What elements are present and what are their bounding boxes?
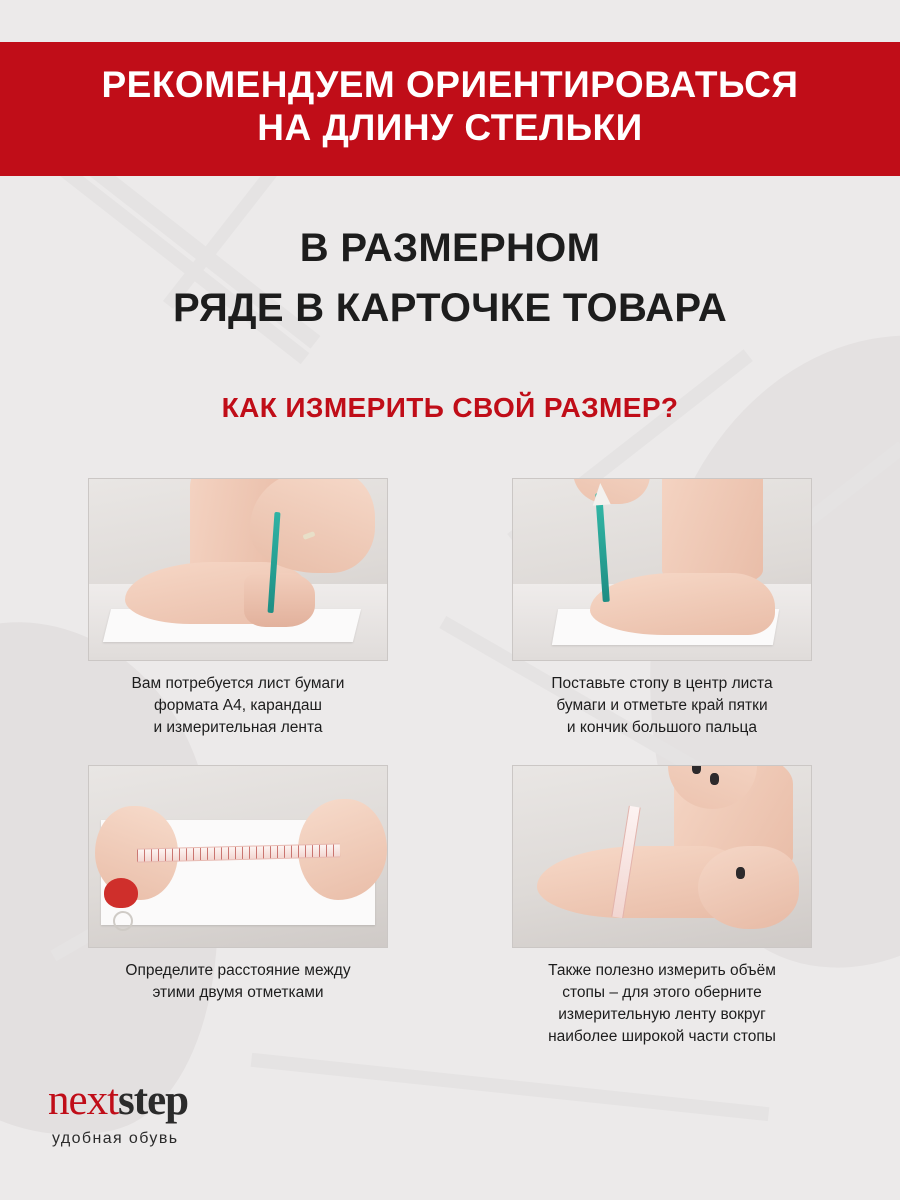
step-2-photo: [512, 478, 812, 661]
nail-detail: [692, 765, 701, 774]
step-2: [512, 478, 812, 739]
caption-line: Также полезно измерить объём: [548, 962, 776, 979]
tape-ring: [113, 911, 133, 931]
step-4: [512, 765, 812, 1048]
caption-line: наиболее широкой части стопы: [548, 1028, 776, 1045]
foot-shape: [590, 573, 775, 635]
heading-line-2: РЯДЕ В КАРТОЧКЕ ТОВАРА: [172, 286, 728, 330]
hand-shape: [250, 478, 375, 573]
nail-detail: [710, 773, 719, 785]
caption-line: измерительную ленту вокруг: [558, 1006, 766, 1023]
heel-shape: [244, 573, 316, 627]
step-3-photo: [88, 765, 388, 948]
brand-footer: [48, 1079, 188, 1148]
heading-line-1: В РАЗМЕРНОМ: [299, 226, 601, 270]
step-3-caption: [125, 960, 350, 1004]
logo-text-next: next: [48, 1077, 119, 1124]
caption-line: стопы – для этого оберните: [562, 984, 762, 1001]
caption-line: Вам потребуется лист бумаги: [131, 675, 345, 692]
page-title: [0, 218, 900, 338]
banner-line-2: НА ДЛИНУ СТЕЛЬКИ: [257, 106, 643, 148]
tape-case: [104, 878, 138, 908]
caption-line: и кончик большого пальца: [566, 719, 758, 736]
caption-line: бумаги и отметьте край пятки: [556, 697, 768, 714]
brand-tagline: удобная обувь: [52, 1130, 179, 1147]
step-2-caption: [551, 673, 772, 739]
step-1-caption: [132, 673, 345, 739]
caption-line: и измерительная лента: [153, 719, 323, 736]
caption-line: этими двумя отметками: [152, 984, 324, 1001]
leg-shape: [662, 478, 763, 584]
step-4-photo: [512, 765, 812, 948]
caption-line: Поставьте стопу в центр листа: [551, 675, 773, 692]
subheading: КАК ИЗМЕРИТЬ СВОЙ РАЗМЕР?: [221, 392, 679, 423]
recommendation-banner: [0, 42, 900, 176]
banner-line-1: РЕКОМЕНДУЕМ ОРИЕНТИРОВАТЬСЯ: [101, 64, 799, 105]
step-3: [88, 765, 388, 1048]
brand-logo: [48, 1079, 188, 1122]
steps-grid: [88, 478, 812, 1048]
lower-hand-shape: [698, 846, 799, 929]
step-4-caption: [548, 960, 776, 1048]
caption-line: формата А4, карандаш: [153, 697, 322, 714]
step-1-photo: [88, 478, 388, 661]
pencil-tip: [591, 482, 610, 505]
logo-text-step: step: [118, 1077, 189, 1124]
step-1: [88, 478, 388, 739]
caption-line: Определите расстояние между: [125, 962, 351, 979]
